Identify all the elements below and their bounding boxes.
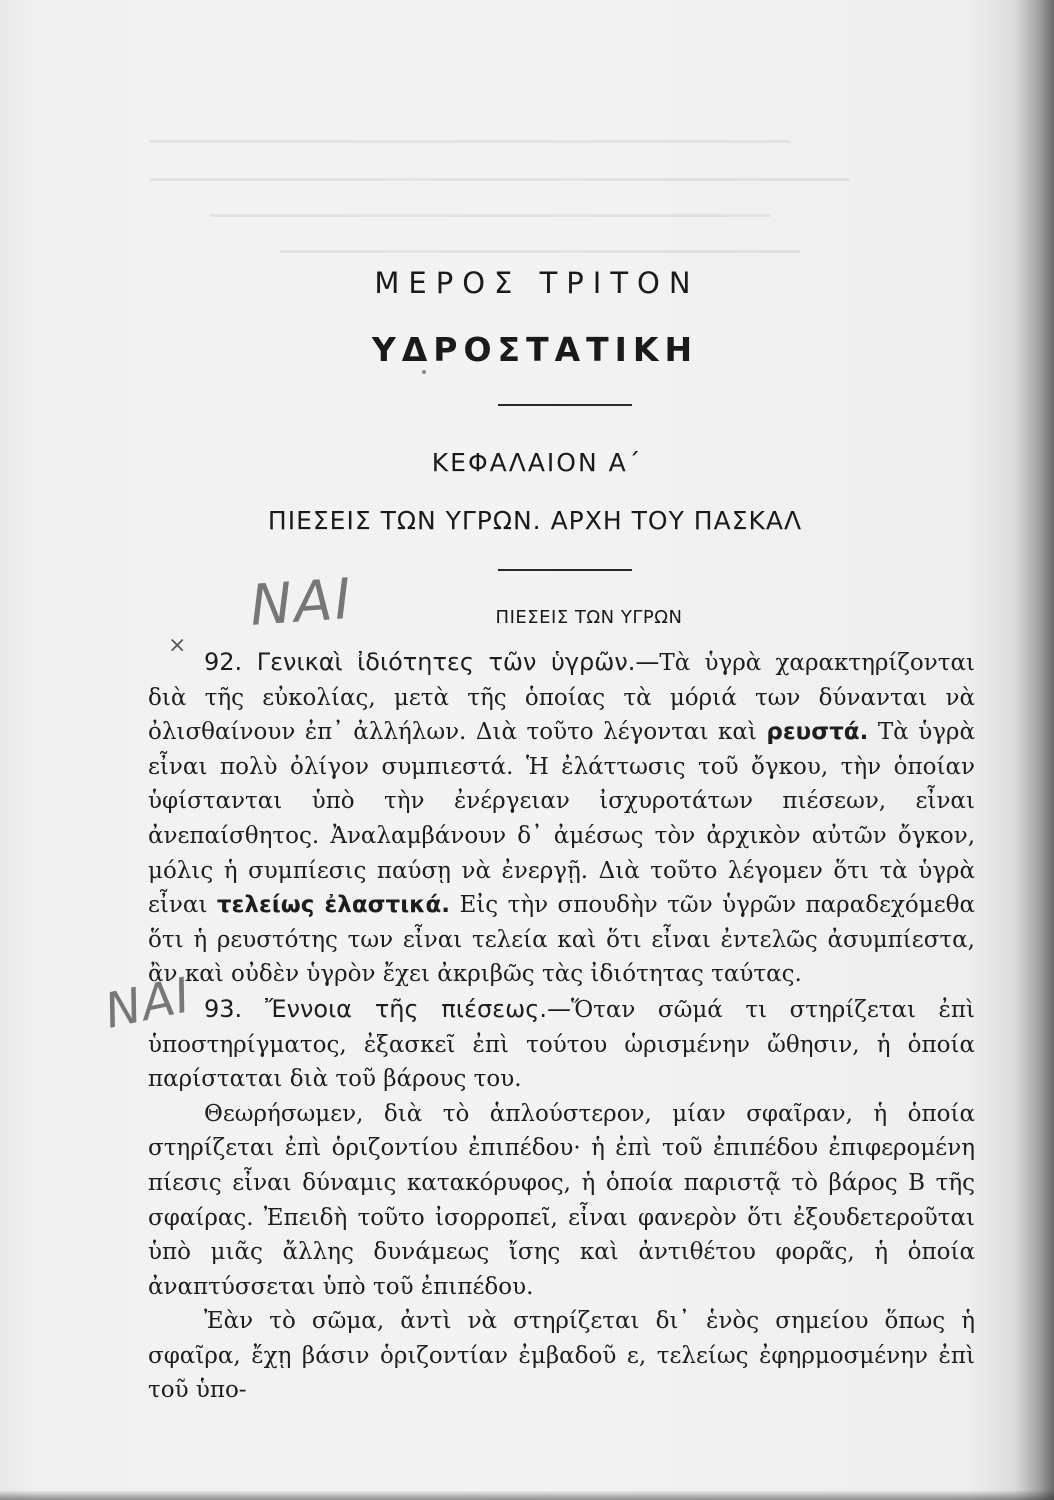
- chapter-title: ΠΙΕΣΕΙΣ ΤΩΝ ΥΓΡΩΝ. ΑΡΧΗ ΤΟΥ ΠΑΣΚΑΛ: [267, 506, 803, 535]
- paragraph-sphere: Θεωρήσωμεν, διὰ τὸ ἁπλούστερον, μίαν σφαῖραν, ἡ ὁποία στηρίζεται ἐπὶ ὁριζοντίου ἐπιπέδου· ἡ ἐπὶ τοῦ ἐπιπέδου ἐπιφερομένη πίεσις εἶναι δύναμις κατακόρυφος, ἡ ὁποία παριστᾷ τὸ βάρος Β τῆς σφαίρας. Ἐπειδὴ τοῦτο ἰσορροπεῖ, εἶναι φανερὸν ὅτι ἐξουδετεροῦται ὑπὸ μιᾶς ἄλλης δυνάμεως ἴσης καὶ ἀντιθέτου φορᾶς, ἡ ὁποία ἀναπτύσσεται ὑπὸ τοῦ ἐπιπέδου.: [148, 1100, 975, 1300]
- key-term: τελείως ἐλαστικά.: [216, 892, 451, 919]
- chapter-heading: ΚΕΦΑΛΑΙΟΝ Α΄: [431, 448, 643, 477]
- divider: [498, 404, 632, 406]
- handwritten-annotation: ΝΑΙ: [100, 967, 196, 1040]
- divider: [498, 569, 632, 571]
- paragraph-text: Τὰ ὑγρὰ εἶναι πολὺ ὀλίγον συμπιεστά. Ἡ ἐλάττωσις τοῦ ὄγκου, τὴν ὁποίαν ὑφίστανται ὑπὸ τὴν ἐνέργειαν ἰσχυροτάτων πιέσεων, εἶναι ἀνεπαίσθητος. Ἀναλαμβάνουν δ᾿ ἀμέσως τὸν ἀρχικὸν αὐτῶν ὄγκον, μόλις ἡ συμπίεσις παύσῃ νὰ ἐνεργῇ. Διὰ τοῦτο λέγομεν ὅτι τὰ ὑγρὰ εἶναι: [148, 719, 975, 919]
- pencil-dot: [422, 370, 426, 374]
- bleed-through-line: [150, 178, 850, 181]
- paragraph-text: Ὅταν σῶμά τι στηρίζεται ἐπὶ ὑποστηρίγματος, ἐξασκεῖ ἐπὶ τούτου ὡρισμένην ὤθησιν, ἡ ὁποία παρίσταται διὰ τοῦ βάρους του.: [148, 996, 976, 1093]
- paragraph-heading: 93. Ἔννοια τῆς πιέσεως.—: [204, 994, 571, 1023]
- paragraph-92: [148, 645, 975, 992]
- bleed-through-line: [210, 214, 770, 217]
- page-bottom-edge: [0, 1490, 1054, 1500]
- paragraph-base: Ἐὰν τὸ σῶμα, ἀντὶ νὰ στηρίζεται δι᾿ ἑνὸς σημείου ὅπως ἡ σφαῖρα, ἔχῃ βάσιν ὁριζοντίαν ἐμβαδοῦ ε, τελείως ἐφηρμοσμένην ἐπὶ τοῦ ὑπο-: [148, 1308, 975, 1404]
- paragraph-93: [148, 992, 975, 1097]
- paragraph-text: Εἰς τὴν σπουδὴν τῶν ὑγρῶν παραδεχόμεθα ὅτι ἡ ρευστότης των εἶναι τελεία καὶ ὅτι εἶναι ἐντελῶς ἀσυμπίεστα, ἂν καὶ οὐδὲν ὑγρὸν ἔχει ἀκριβῶς τὰς ἰδιότητας ταύτας.: [148, 892, 976, 988]
- page-title: ΥΔΡΟΣΤΑΤΙΚΗ: [371, 330, 699, 369]
- bleed-through-line: [150, 140, 790, 143]
- paragraph-text: Τὰ ὑγρὰ χαρακτηρίζονται διὰ τῆς εὐκολίας, μετὰ τῆς ὁποίας τὰ μόριά των δύνανται νὰ ὀλισθαίνουν ἐπ᾿ ἀλλήλων. Διὰ τοῦτο λέγονται καὶ: [148, 650, 975, 746]
- section-heading: ΠΙΕΣΕΙΣ ΤΩΝ ΥΓΡΩΝ: [495, 607, 683, 628]
- paragraph-heading: 92. Γενικαὶ ἰδιότητες τῶν ὑγρῶν.—: [204, 648, 660, 676]
- body-text: [148, 645, 975, 1408]
- key-term: ρευστά.: [766, 719, 869, 746]
- pencil-tick-mark: ⨯: [168, 633, 187, 658]
- page-spine-shadow: [1014, 0, 1054, 1500]
- part-heading: ΜΕΡΟΣ ΤΡΙΤΟΝ: [374, 266, 700, 300]
- bleed-through-line: [280, 250, 800, 253]
- handwritten-annotation: ΝΑΙ: [248, 566, 356, 639]
